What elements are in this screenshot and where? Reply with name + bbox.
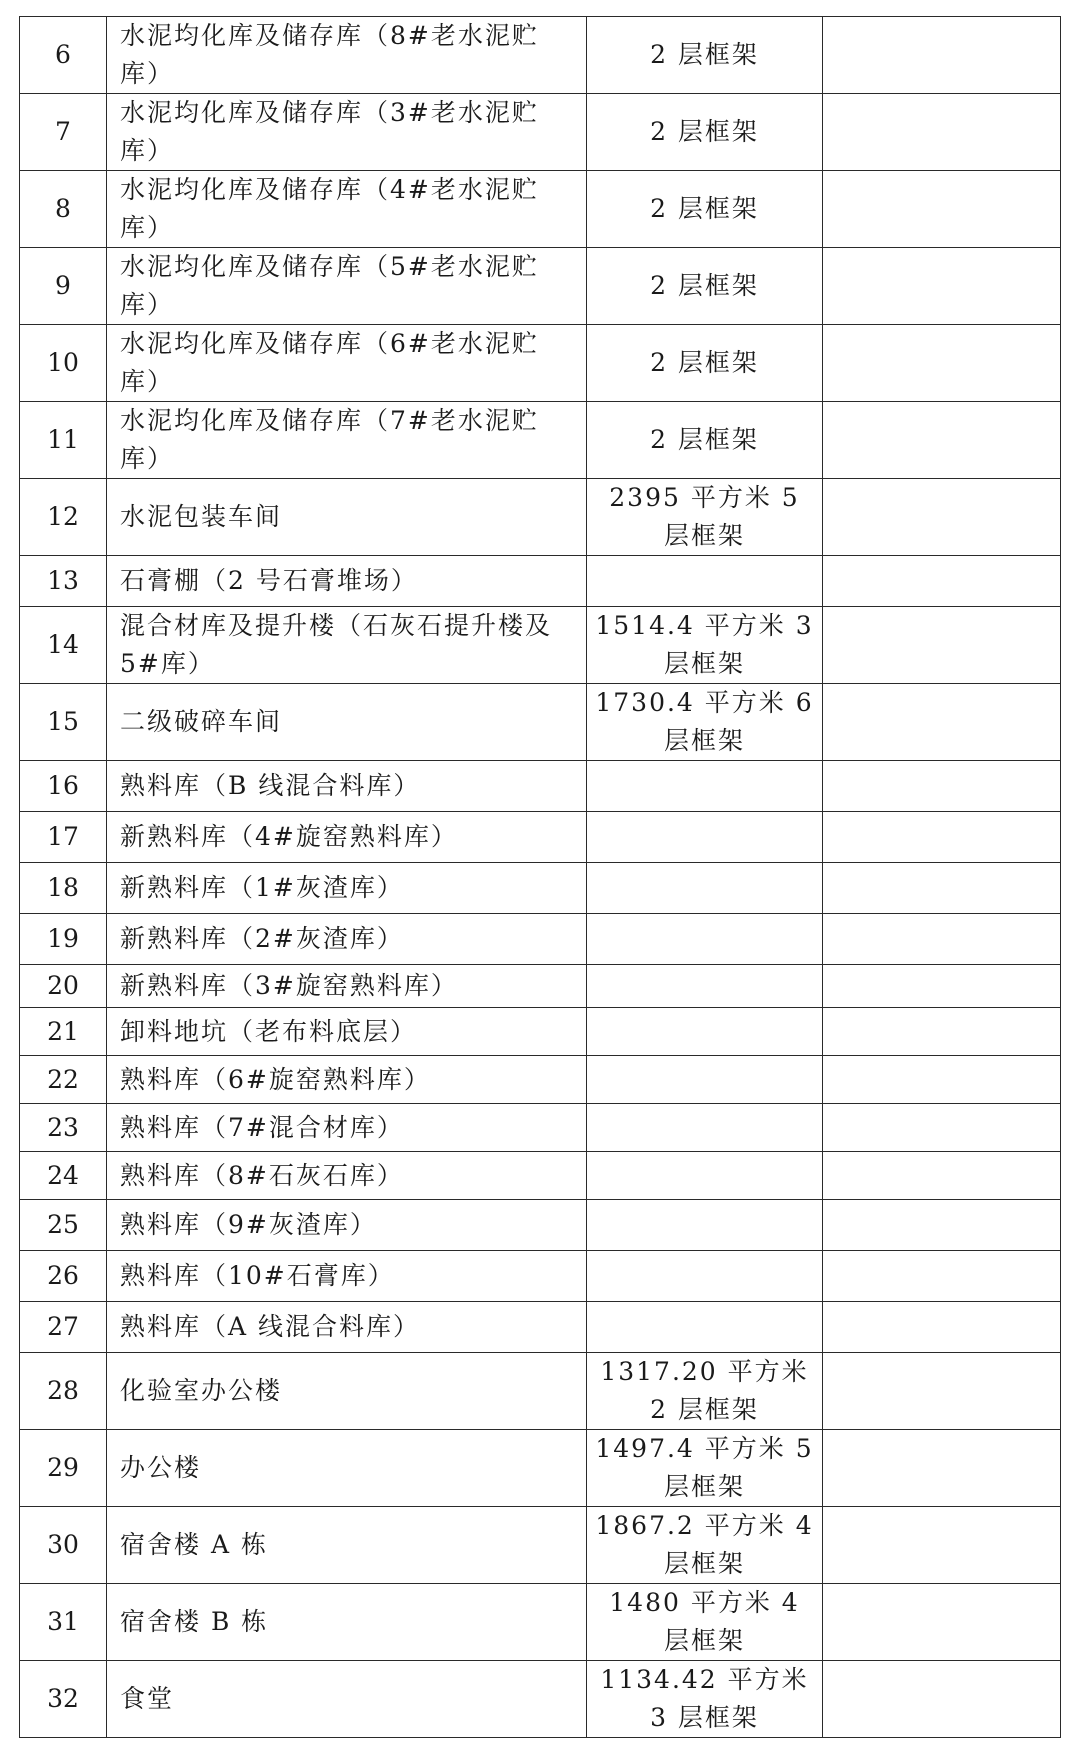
structure-spec-cell — [587, 863, 823, 914]
building-name-cell: 混合材库及提升楼（石灰石提升楼及5#库） — [107, 607, 587, 684]
building-name-cell: 水泥均化库及储存库（6#老水泥贮库） — [107, 325, 587, 402]
structure-spec-cell — [587, 914, 823, 965]
building-list-table — [19, 16, 1061, 1738]
building-name-cell: 食堂 — [107, 1661, 587, 1738]
building-name-cell: 水泥均化库及储存库（3#老水泥贮库） — [107, 94, 587, 171]
structure-spec-cell — [587, 1056, 823, 1104]
remarks-cell — [823, 914, 1061, 965]
building-name-cell: 石膏棚（2 号石膏堆场） — [107, 556, 587, 607]
structure-spec-cell: 1514.4 平方米 3 层框架 — [587, 607, 823, 684]
remarks-cell — [823, 1008, 1061, 1056]
remarks-cell — [823, 863, 1061, 914]
building-name-cell: 熟料库（B 线混合料库） — [107, 761, 587, 812]
row-number-cell: 11 — [20, 402, 107, 479]
row-number-cell: 12 — [20, 479, 107, 556]
building-name-cell: 新熟料库（2#灰渣库） — [107, 914, 587, 965]
remarks-cell — [823, 812, 1061, 863]
table-row — [20, 325, 1061, 402]
row-number-cell: 20 — [20, 965, 107, 1008]
remarks-cell — [823, 1251, 1061, 1302]
row-number-cell: 8 — [20, 171, 107, 248]
table-row — [20, 1584, 1061, 1661]
remarks-cell — [823, 761, 1061, 812]
structure-spec-cell — [587, 761, 823, 812]
remarks-cell — [823, 1104, 1061, 1152]
building-name-cell: 水泥包装车间 — [107, 479, 587, 556]
table-row — [20, 914, 1061, 965]
row-number-cell: 27 — [20, 1302, 107, 1353]
remarks-cell — [823, 94, 1061, 171]
structure-spec-cell: 2395 平方米 5 层框架 — [587, 479, 823, 556]
table-row — [20, 556, 1061, 607]
building-name-cell: 宿舍楼 B 栋 — [107, 1584, 587, 1661]
table-row — [20, 171, 1061, 248]
table-row — [20, 684, 1061, 761]
building-name-cell: 卸料地坑（老布料底层） — [107, 1008, 587, 1056]
remarks-cell — [823, 1353, 1061, 1430]
row-number-cell: 18 — [20, 863, 107, 914]
remarks-cell — [823, 325, 1061, 402]
building-name-cell: 水泥均化库及储存库（8#老水泥贮库） — [107, 17, 587, 94]
row-number-cell: 9 — [20, 248, 107, 325]
remarks-cell — [823, 171, 1061, 248]
remarks-cell — [823, 965, 1061, 1008]
building-name-cell: 化验室办公楼 — [107, 1353, 587, 1430]
row-number-cell: 19 — [20, 914, 107, 965]
table-row — [20, 812, 1061, 863]
structure-spec-cell: 1867.2 平方米 4 层框架 — [587, 1507, 823, 1584]
row-number-cell: 32 — [20, 1661, 107, 1738]
table-body — [20, 17, 1061, 1738]
structure-spec-cell: 1480 平方米 4 层框架 — [587, 1584, 823, 1661]
structure-spec-cell: 1730.4 平方米 6 层框架 — [587, 684, 823, 761]
building-name-cell: 熟料库（7#混合材库） — [107, 1104, 587, 1152]
building-name-cell: 熟料库（A 线混合料库） — [107, 1302, 587, 1353]
building-name-cell: 熟料库（8#石灰石库） — [107, 1152, 587, 1200]
remarks-cell — [823, 479, 1061, 556]
building-name-cell: 熟料库（10#石膏库） — [107, 1251, 587, 1302]
row-number-cell: 10 — [20, 325, 107, 402]
row-number-cell: 7 — [20, 94, 107, 171]
remarks-cell — [823, 1661, 1061, 1738]
table-row — [20, 1104, 1061, 1152]
building-name-cell: 熟料库（6#旋窑熟料库） — [107, 1056, 587, 1104]
remarks-cell — [823, 402, 1061, 479]
row-number-cell: 16 — [20, 761, 107, 812]
table-row — [20, 607, 1061, 684]
structure-spec-cell — [587, 1008, 823, 1056]
row-number-cell: 17 — [20, 812, 107, 863]
remarks-cell — [823, 607, 1061, 684]
table-row — [20, 1251, 1061, 1302]
remarks-cell — [823, 17, 1061, 94]
structure-spec-cell — [587, 1152, 823, 1200]
structure-spec-cell — [587, 1104, 823, 1152]
building-name-cell: 办公楼 — [107, 1430, 587, 1507]
row-number-cell: 30 — [20, 1507, 107, 1584]
building-name-cell: 新熟料库（4#旋窑熟料库） — [107, 812, 587, 863]
row-number-cell: 15 — [20, 684, 107, 761]
remarks-cell — [823, 1430, 1061, 1507]
building-name-cell: 熟料库（9#灰渣库） — [107, 1200, 587, 1251]
row-number-cell: 28 — [20, 1353, 107, 1430]
table-row — [20, 402, 1061, 479]
structure-spec-cell: 2 层框架 — [587, 248, 823, 325]
row-number-cell: 14 — [20, 607, 107, 684]
table-row — [20, 1353, 1061, 1430]
table-row — [20, 1056, 1061, 1104]
structure-spec-cell: 1134.42 平方米 3 层框架 — [587, 1661, 823, 1738]
row-number-cell: 22 — [20, 1056, 107, 1104]
structure-spec-cell — [587, 965, 823, 1008]
table-row — [20, 1302, 1061, 1353]
row-number-cell: 24 — [20, 1152, 107, 1200]
building-name-cell: 水泥均化库及储存库（5#老水泥贮库） — [107, 248, 587, 325]
row-number-cell: 21 — [20, 1008, 107, 1056]
structure-spec-cell: 2 层框架 — [587, 171, 823, 248]
table-row — [20, 1200, 1061, 1251]
remarks-cell — [823, 1302, 1061, 1353]
row-number-cell: 6 — [20, 17, 107, 94]
row-number-cell: 26 — [20, 1251, 107, 1302]
remarks-cell — [823, 684, 1061, 761]
remarks-cell — [823, 1200, 1061, 1251]
structure-spec-cell: 2 层框架 — [587, 402, 823, 479]
table-row — [20, 965, 1061, 1008]
structure-spec-cell: 1317.20 平方米 2 层框架 — [587, 1353, 823, 1430]
table-row — [20, 1152, 1061, 1200]
row-number-cell: 25 — [20, 1200, 107, 1251]
remarks-cell — [823, 248, 1061, 325]
building-name-cell: 水泥均化库及储存库（7#老水泥贮库） — [107, 402, 587, 479]
remarks-cell — [823, 1584, 1061, 1661]
row-number-cell: 23 — [20, 1104, 107, 1152]
structure-spec-cell — [587, 1302, 823, 1353]
building-name-cell: 宿舍楼 A 栋 — [107, 1507, 587, 1584]
row-number-cell: 13 — [20, 556, 107, 607]
building-name-cell: 二级破碎车间 — [107, 684, 587, 761]
remarks-cell — [823, 1152, 1061, 1200]
structure-spec-cell: 2 层框架 — [587, 325, 823, 402]
table-row — [20, 248, 1061, 325]
structure-spec-cell: 1497.4 平方米 5 层框架 — [587, 1430, 823, 1507]
table-row — [20, 863, 1061, 914]
structure-spec-cell — [587, 812, 823, 863]
structure-spec-cell: 2 层框架 — [587, 17, 823, 94]
structure-spec-cell — [587, 1251, 823, 1302]
remarks-cell — [823, 1507, 1061, 1584]
structure-spec-cell: 2 层框架 — [587, 94, 823, 171]
structure-spec-cell — [587, 556, 823, 607]
table-row — [20, 1430, 1061, 1507]
building-name-cell: 新熟料库（1#灰渣库） — [107, 863, 587, 914]
row-number-cell: 29 — [20, 1430, 107, 1507]
table-row — [20, 17, 1061, 94]
structure-spec-cell — [587, 1200, 823, 1251]
table-row — [20, 1507, 1061, 1584]
building-name-cell: 新熟料库（3#旋窑熟料库） — [107, 965, 587, 1008]
table-row — [20, 761, 1061, 812]
remarks-cell — [823, 556, 1061, 607]
building-name-cell: 水泥均化库及储存库（4#老水泥贮库） — [107, 171, 587, 248]
table-row — [20, 1661, 1061, 1738]
table-row — [20, 94, 1061, 171]
table-row — [20, 1008, 1061, 1056]
remarks-cell — [823, 1056, 1061, 1104]
row-number-cell: 31 — [20, 1584, 107, 1661]
table-row — [20, 479, 1061, 556]
